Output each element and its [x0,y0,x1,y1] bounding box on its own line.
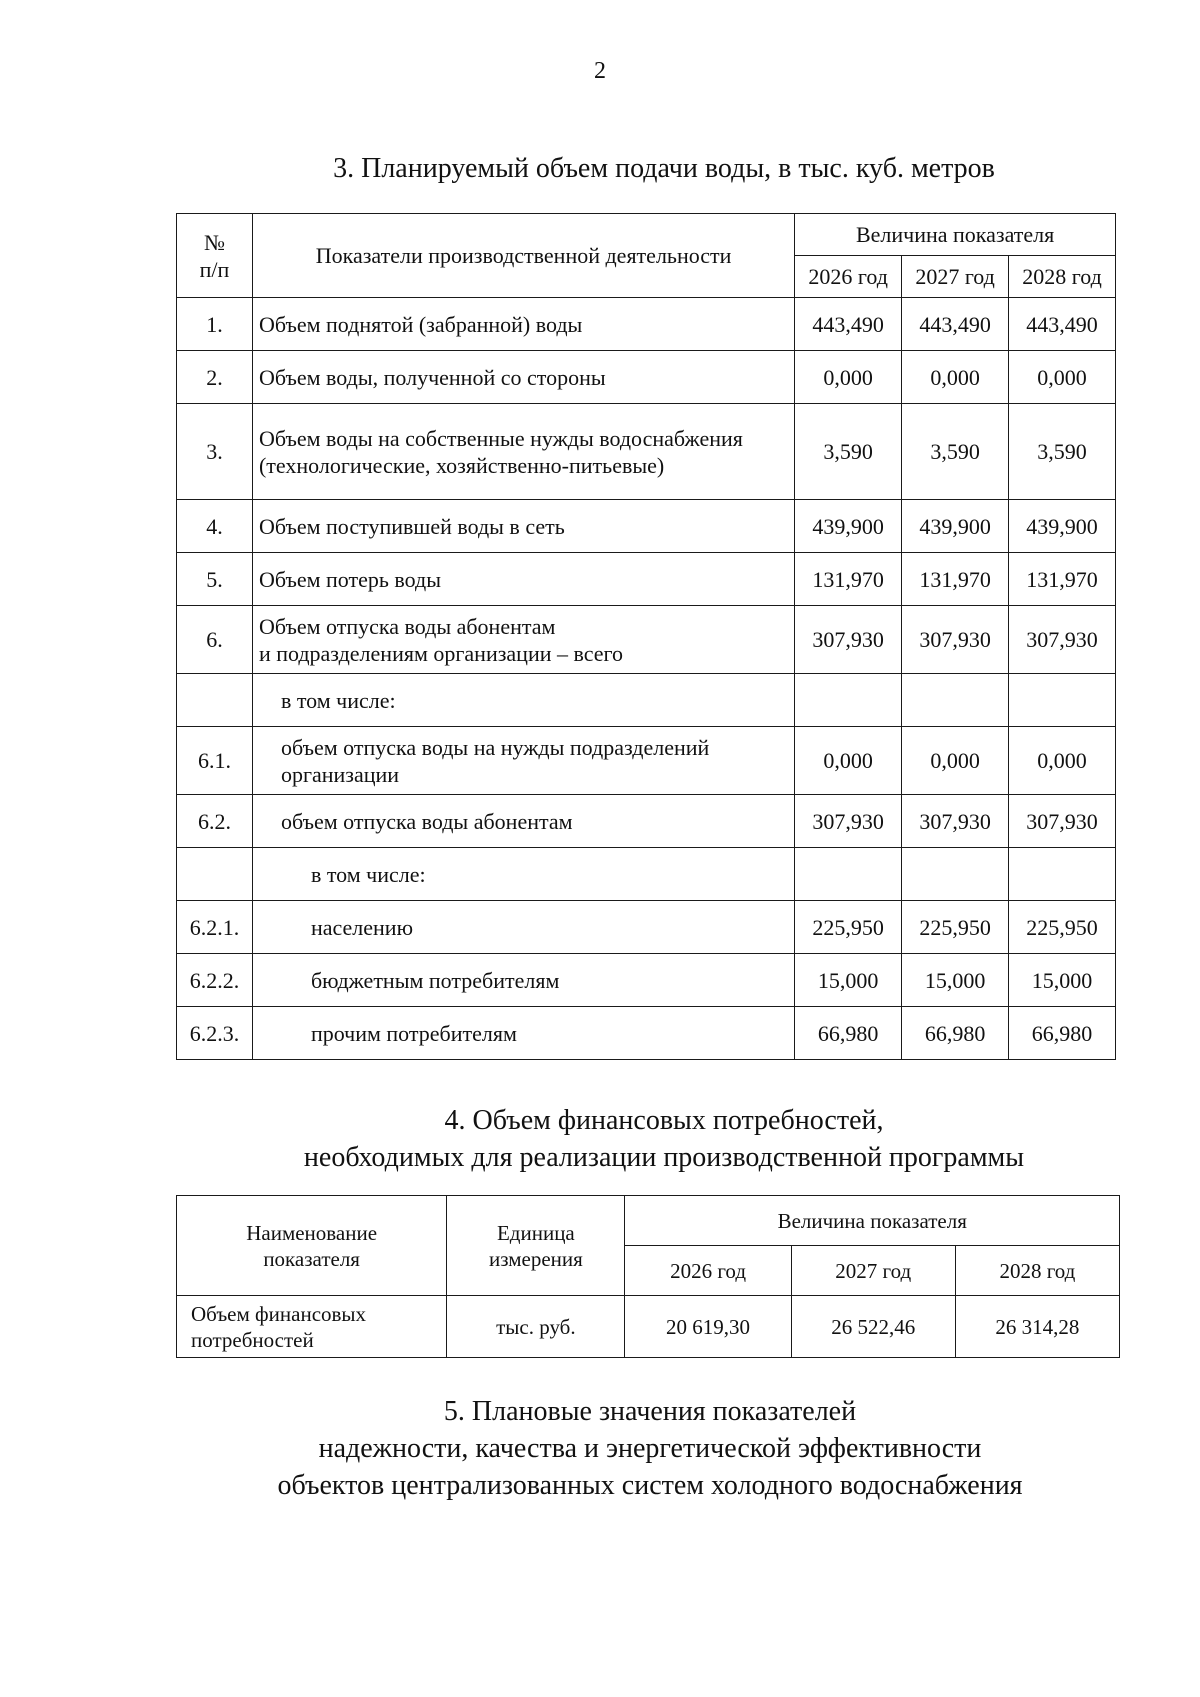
table-row [177,795,1116,848]
row-value: 225,950 [795,901,902,954]
row-value: 15,000 [902,954,1009,1007]
row-value: 443,490 [1009,298,1116,351]
table-row [177,727,1116,795]
row-num [177,848,253,901]
row-value: 131,970 [1009,553,1116,606]
fin-header-year: 2027 год [791,1246,955,1296]
row-value: 307,930 [1009,795,1116,848]
row-value: 439,900 [1009,500,1116,553]
section5-title-line: объектов централизованных систем холодного водоснабжения [277,1470,1023,1501]
row-label: Объем поступившей воды в сеть [252,500,794,553]
fin-row-name: Объем финансовых потребностей [177,1296,447,1358]
row-num: 3. [177,404,253,500]
section5-title [50,1393,1200,1504]
fin-header-year: 2026 год [625,1246,791,1296]
row-label: Объем воды, полученной со стороны [252,351,794,404]
table-row [177,606,1116,674]
row-value: 15,000 [795,954,902,1007]
row-label: прочим потребителям [252,1007,794,1060]
table-row [177,1007,1116,1060]
fin-row-value: 26 314,28 [955,1296,1119,1358]
table-row [177,1296,1120,1358]
row-label: бюджетным потребителям [252,954,794,1007]
row-label: Объем потерь воды [252,553,794,606]
row-value [902,848,1009,901]
row-value: 0,000 [1009,351,1116,404]
header-value-group: Величина показателя [795,214,1116,256]
row-label: Объем отпуска воды абонентам и подразделениям организации – всего [252,606,794,674]
row-value [795,848,902,901]
financial-needs-table [176,1195,1120,1358]
table-row [177,351,1116,404]
row-value: 0,000 [902,727,1009,795]
row-value: 66,980 [795,1007,902,1060]
table-row [177,298,1116,351]
row-value: 307,930 [902,606,1009,674]
section5-title-line: надежности, качества и энергетической эффективности [318,1433,982,1464]
row-value: 0,000 [795,727,902,795]
row-value: 131,970 [902,553,1009,606]
row-label: Объем воды на собственные нужды водоснабжения (технологические, хозяйственно-питьевые) [252,404,794,500]
row-value: 66,980 [902,1007,1009,1060]
row-label: Объем поднятой (забранной) воды [252,298,794,351]
section4-title-line: 4. Объем финансовых потребностей, [444,1105,884,1136]
row-num [177,674,253,727]
fin-header-unit: Единица измерения [447,1196,625,1296]
row-value [1009,674,1116,727]
table-row [177,500,1116,553]
row-value: 0,000 [795,351,902,404]
table-row [177,674,1116,727]
row-value: 443,490 [795,298,902,351]
table-row [177,954,1116,1007]
row-value: 307,930 [795,606,902,674]
fin-header-value-group: Величина показателя [625,1196,1120,1246]
section5-title-line: 5. Плановые значения показателей [443,1396,857,1427]
row-label: в том числе: [252,674,794,727]
row-num: 6.2.1. [177,901,253,954]
row-num: 6. [177,606,253,674]
fin-row-unit: тыс. руб. [447,1296,625,1358]
row-label: населению [252,901,794,954]
row-num: 6.2.2. [177,954,253,1007]
row-num: 4. [177,500,253,553]
row-value: 3,590 [1009,404,1116,500]
table-row [177,848,1116,901]
header-year: 2027 год [902,256,1009,298]
water-supply-table [176,213,1116,1060]
table-row [177,901,1116,954]
row-value [1009,848,1116,901]
row-value: 225,950 [1009,901,1116,954]
row-value: 225,950 [902,901,1009,954]
row-value: 0,000 [902,351,1009,404]
row-value: 3,590 [902,404,1009,500]
row-value: 439,900 [902,500,1009,553]
row-label: в том числе: [252,848,794,901]
header-num: № п/п [177,214,253,298]
row-num: 1. [177,298,253,351]
row-label: объем отпуска воды абонентам [252,795,794,848]
row-value: 307,930 [795,795,902,848]
page-number: 2 [594,58,606,84]
row-value: 66,980 [1009,1007,1116,1060]
header-year: 2026 год [795,256,902,298]
row-num: 6.1. [177,727,253,795]
section3-title: 3. Планируемый объем подачи воды, в тыс. куб. метров [333,153,995,184]
row-value: 3,590 [795,404,902,500]
row-num: 6.2. [177,795,253,848]
row-num: 2. [177,351,253,404]
row-value [795,674,902,727]
row-value: 0,000 [1009,727,1116,795]
row-value: 307,930 [1009,606,1116,674]
row-num: 6.2.3. [177,1007,253,1060]
row-label: объем отпуска воды на нужды подразделений организации [252,727,794,795]
fin-header-year: 2028 год [955,1246,1119,1296]
row-value: 131,970 [795,553,902,606]
header-year: 2028 год [1009,256,1116,298]
section4-title-line: необходимых для реализации производственной программы [303,1142,1025,1173]
fin-row-value: 26 522,46 [791,1296,955,1358]
row-value: 307,930 [902,795,1009,848]
row-value: 15,000 [1009,954,1116,1007]
table-row [177,553,1116,606]
table-row [177,404,1116,500]
row-value [902,674,1009,727]
fin-row-value: 20 619,30 [625,1296,791,1358]
row-value: 443,490 [902,298,1009,351]
row-value: 439,900 [795,500,902,553]
header-indicator: Показатели производственной деятельности [252,214,794,298]
section4-title [64,1102,1200,1176]
row-num: 5. [177,553,253,606]
fin-header-name: Наименование показателя [177,1196,447,1296]
